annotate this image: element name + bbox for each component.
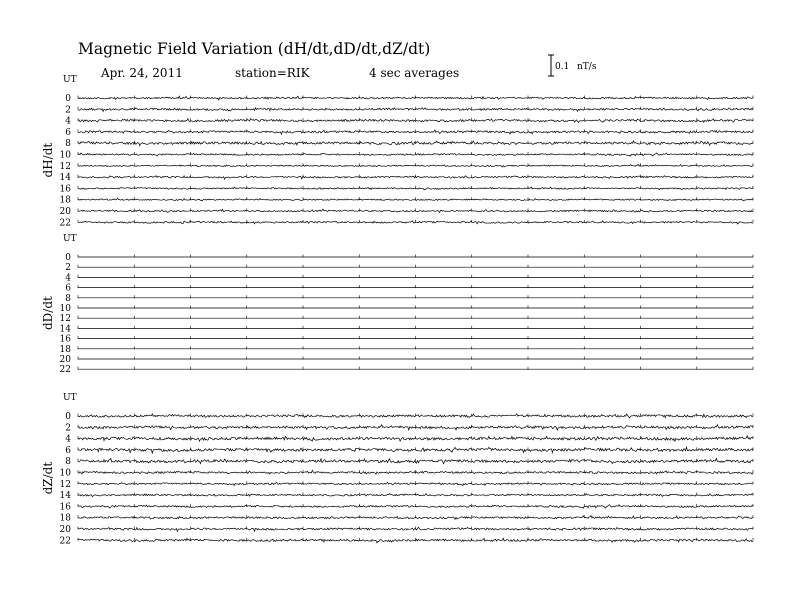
row-hour-label: 2: [65, 263, 71, 274]
averaging-label: 4 sec averages: [369, 66, 460, 80]
row-hour-label: 20: [59, 525, 71, 535]
panel-label: dD/dt: [41, 296, 55, 331]
panel-label: dH/dt: [41, 142, 55, 178]
row-hour-label: 20: [59, 207, 71, 217]
row-hour-label: 10: [59, 150, 71, 161]
row-hour-label: 8: [65, 457, 71, 468]
row-hour-label: 18: [59, 344, 71, 355]
row-hour-label: 22: [59, 536, 71, 547]
row-hour-label: 0: [65, 412, 71, 422]
row-hour-label: 12: [59, 161, 71, 172]
row-hour-label: 4: [65, 116, 71, 127]
scale-bar: [548, 55, 597, 76]
row-hour-label: 8: [65, 293, 71, 304]
row-hour-label: 18: [59, 195, 71, 206]
row-hour-label: 4: [65, 434, 71, 445]
ut-label: UT: [63, 393, 77, 403]
row-hour-label: 10: [59, 304, 71, 314]
row-hour-label: 14: [59, 491, 71, 502]
scale-bar-unit: nT/s: [577, 62, 597, 72]
row-hour-label: 20: [59, 355, 71, 365]
row-hour-label: 6: [65, 127, 71, 138]
row-hour-label: 12: [59, 314, 71, 325]
ut-label: UT: [63, 234, 77, 244]
row-hour-label: 4: [65, 273, 71, 284]
row-hour-label: 0: [65, 253, 71, 263]
scale-bar-value: 0.1: [555, 62, 570, 72]
row-hour-label: 22: [59, 218, 71, 229]
ut-label: UT: [63, 75, 77, 85]
row-hour-label: 16: [59, 184, 71, 195]
panel-label: dZ/dt: [41, 461, 55, 495]
panel-0: [41, 75, 753, 228]
panel-2: [41, 393, 753, 546]
row-hour-label: 16: [59, 334, 71, 345]
panels-group: [41, 75, 753, 546]
row-hour-label: 22: [59, 365, 71, 376]
station-label: station=RIK: [235, 66, 310, 80]
row-hour-label: 2: [65, 423, 71, 434]
date-label: Apr. 24, 2011: [101, 66, 183, 80]
row-hour-label: 6: [65, 445, 71, 456]
panel-1: [41, 234, 753, 375]
row-hour-label: 14: [59, 324, 71, 335]
row-hour-label: 14: [59, 173, 71, 184]
row-hour-label: 16: [59, 502, 71, 513]
row-hour-label: 2: [65, 105, 71, 116]
row-hour-label: 18: [59, 513, 71, 524]
row-hour-label: 10: [59, 468, 71, 479]
row-hour-label: 0: [65, 94, 71, 104]
chart-title: Magnetic Field Variation (dH/dt,dD/dt,dZ/dt): [78, 40, 431, 58]
row-hour-label: 12: [59, 479, 71, 490]
row-hour-label: 6: [65, 283, 71, 294]
row-hour-label: 8: [65, 139, 71, 150]
